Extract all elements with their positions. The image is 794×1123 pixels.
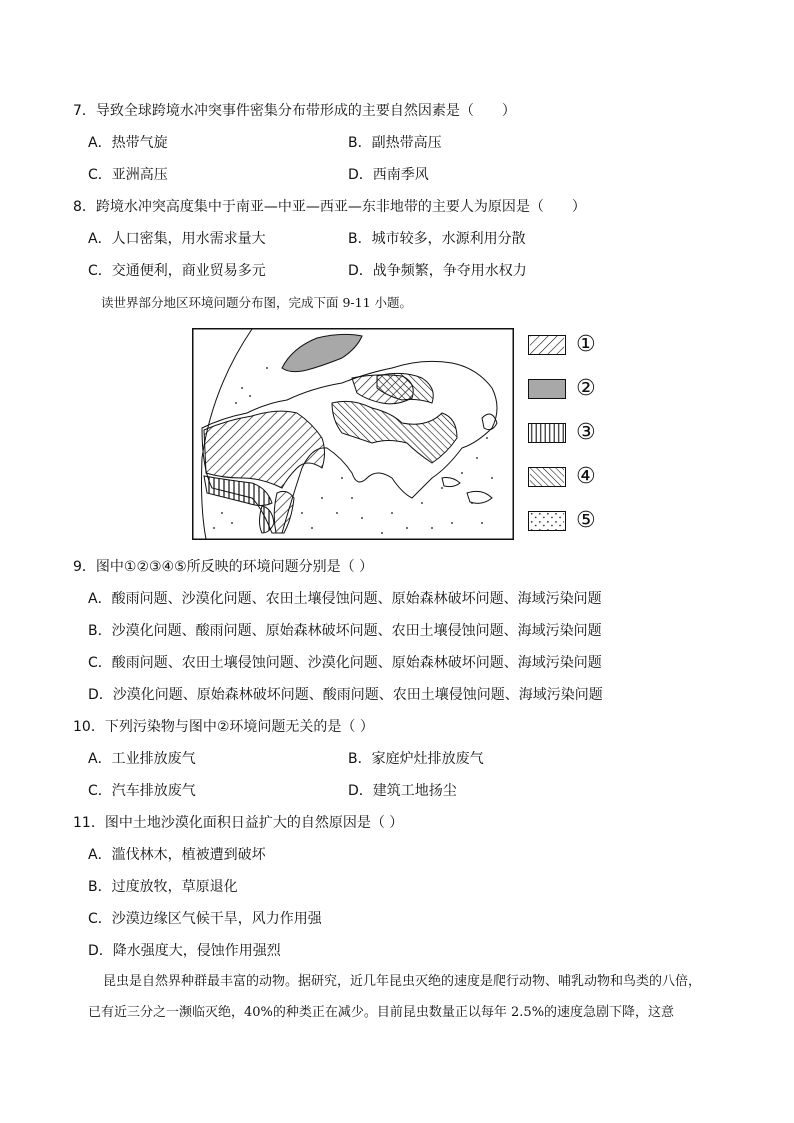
question-10-option-c: C．汽车排放废气 <box>88 783 196 799</box>
legend-label-3: ③ <box>576 420 596 445</box>
question-8-option-a: A．人口密集，用水需求量大 <box>88 231 266 247</box>
insect-passage: 昆虫是自然界种群最丰富的动物。据研究，近几年昆虫灭绝的速度是爬行动物、哺乳动物和鸟类的八倍，已有近三分之一濒临灭绝，40%的种类正在减少。目前昆虫数量正以每年 2.5%的速度急剧下降，这意 <box>88 974 702 1020</box>
legend-swatch-3 <box>528 423 566 443</box>
question-11-option-a: A．滥伐林木，植被遭到破坏 <box>88 847 266 863</box>
question-9-stem: 9．图中①②③④⑤所反映的环境问题分别是（ ） <box>73 559 374 575</box>
legend-swatch-5 <box>528 511 566 531</box>
legend-label-4: ④ <box>576 464 596 489</box>
legend-label-1: ① <box>576 332 596 357</box>
legend-item-1 <box>528 331 608 359</box>
question-8-option-c: C．交通便利，商业贸易多元 <box>88 263 266 279</box>
question-11-option-b: B．过度放牧，草原退化 <box>88 879 238 895</box>
question-11-stem: 11．图中土地沙漠化面积日益扩大的自然原因是（ ） <box>73 815 404 831</box>
question-9-option-a: A．酸雨问题、沙漠化问题、农田土壤侵蚀问题、原始森林破坏问题、海域污染问题 <box>88 591 602 607</box>
question-10-stem: 10．下列污染物与图中②环境问题无关的是（ ） <box>73 719 374 735</box>
legend-item-5 <box>528 507 608 535</box>
legend-label-5: ⑤ <box>576 508 596 533</box>
environment-problem-map <box>192 328 514 540</box>
question-9-option-b: B．沙漠化问题、酸雨问题、原始森林破坏问题、农田土壤侵蚀问题、海域污染问题 <box>88 623 602 639</box>
question-9-option-c: C．酸雨问题、农田土壤侵蚀问题、沙漠化问题、原始森林破坏问题、海域污染问题 <box>88 655 602 671</box>
legend-swatch-1 <box>528 335 566 355</box>
question-10-option-b: B．家庭炉灶排放废气 <box>348 751 484 767</box>
question-9-option-d: D．沙漠化问题、原始森林破坏问题、酸雨问题、农田土壤侵蚀问题、海域污染问题 <box>88 687 603 703</box>
question-11-option-d: D．降水强度大，侵蚀作用强烈 <box>88 943 281 959</box>
question-8-stem: 8．跨境水冲突高度集中于南亚—中亚—西亚—东非地带的主要人为原因是（ ） <box>73 199 586 215</box>
legend-swatch-4 <box>528 467 566 487</box>
question-7-option-c: C．亚洲高压 <box>88 167 168 183</box>
legend-swatch-2 <box>528 379 566 399</box>
map-intro-text: 读世界部分地区环境问题分布图，完成下面 9-11 小题。 <box>101 295 413 310</box>
question-7-option-a: A．热带气旋 <box>88 135 168 151</box>
map-legend <box>528 328 608 533</box>
question-8-option-d: D．战争频繁，争夺用水权力 <box>348 263 527 279</box>
question-8-option-b: B．城市较多，水源利用分散 <box>348 231 526 247</box>
question-10-option-a: A．工业排放废气 <box>88 751 196 767</box>
legend-item-2 <box>528 375 608 403</box>
legend-item-4 <box>528 463 608 491</box>
question-7-option-d: D．西南季风 <box>348 167 429 183</box>
question-11-option-c: C．沙漠边缘区气候干旱，风力作用强 <box>88 911 322 927</box>
legend-label-2: ② <box>576 376 596 401</box>
legend-item-3 <box>528 419 608 447</box>
question-10-option-d: D．建筑工地扬尘 <box>348 783 457 799</box>
question-7-option-b: B．副热带高压 <box>348 135 442 151</box>
question-7-stem: 7．导致全球跨境水冲突事件密集分布带形成的主要自然因素是（ ） <box>73 103 516 119</box>
